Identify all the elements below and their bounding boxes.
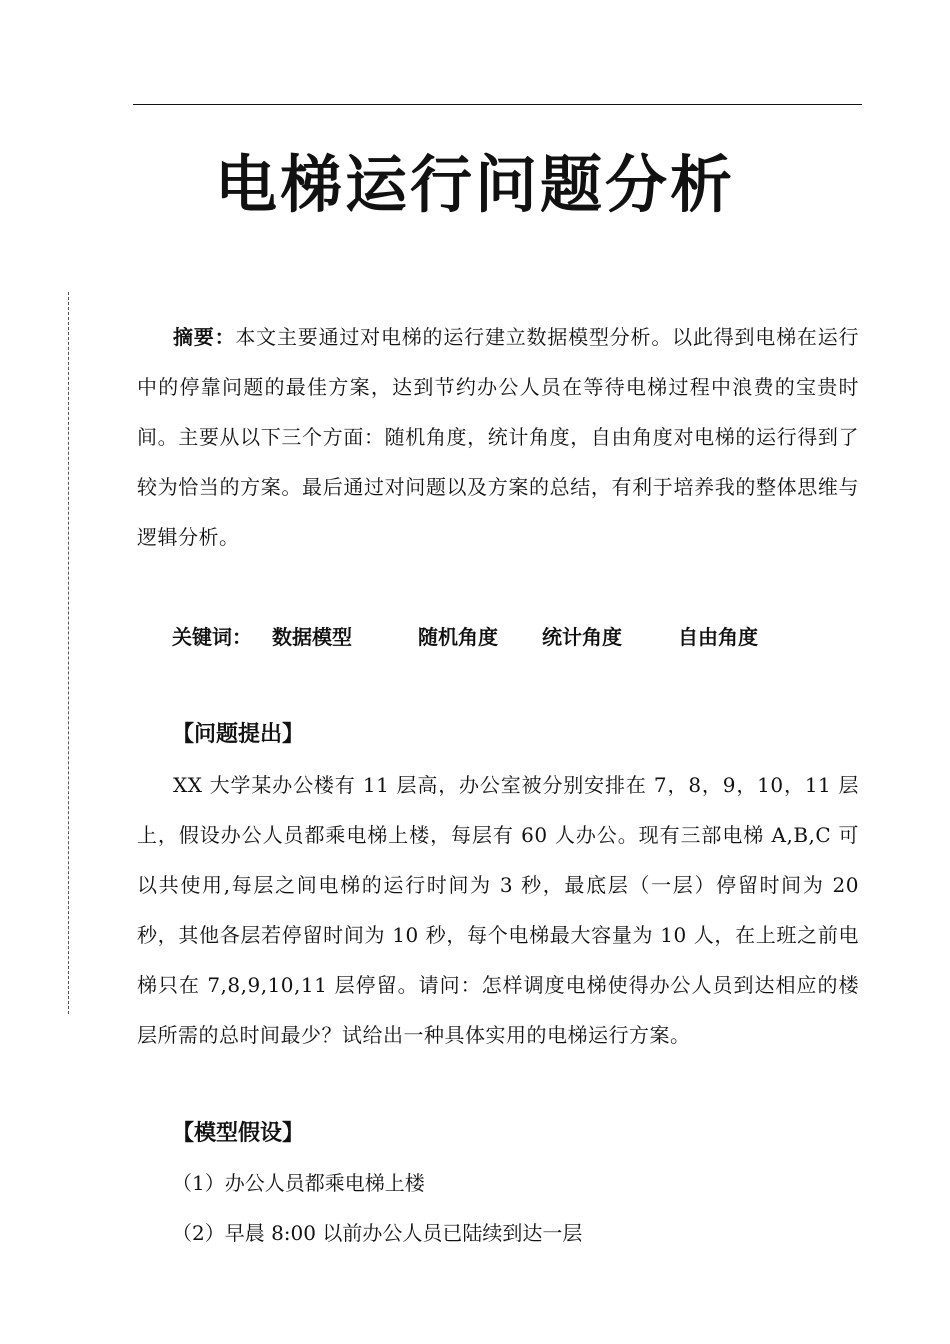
header-rule: [133, 104, 862, 105]
keyword-item: 数据模型: [272, 625, 352, 649]
abstract-paragraph: [137, 312, 859, 562]
abstract-text: 本文主要通过对电梯的运行建立数据模型分析。以此得到电梯在运行中的停靠问题的最佳方案，达到节约办公人员在等待电梯过程中浪费的宝贵时间。主要从以下三个方面：随机角度，统计角度，自由角度对电梯的运行得到了较为恰当的方案。最后通过对问题以及方案的总结，有利于培养我的整体思维与逻辑分析。: [137, 325, 859, 549]
problem-paragraph: XX 大学某办公楼有 11 层高，办公室被分别安排在 7，8，9，10，11 层上，假设办公人员都乘电梯上楼，每层有 60 人办公。现有三部电梯 A,B,C 可以共使用,每层之间电梯的运行时间为 3 秒，最底层（一层）停留时间为 20 秒，其他各层若停留时间为 10 秒，每个电梯最大容量为 10 人，在上班之前电梯只在 7,8,9,10,11 层停留。请问：怎样调度电梯使得办公人员到达相应的楼层所需的总时间最少？试给出一种具体实用的电梯运行方案。: [137, 773, 859, 1047]
binding-margin-line: [68, 292, 69, 1014]
abstract-label: 摘要：: [173, 325, 236, 349]
keyword-item: 自由角度: [678, 625, 758, 649]
assumption-item: （1）办公人员都乘电梯上楼: [172, 1171, 425, 1195]
assumption-item: （2）早晨 8:00 以前办公人员已陆续到达一层: [172, 1221, 583, 1245]
keyword-item: 统计角度: [542, 625, 622, 649]
problem-heading: 【问题提出】: [172, 722, 305, 747]
assumptions-heading: 【模型假设】: [172, 1121, 305, 1146]
keyword-item: 随机角度: [418, 625, 498, 649]
document-title: 电梯运行问题分析: [214, 148, 735, 221]
keywords-label: 关键词：: [172, 625, 252, 649]
